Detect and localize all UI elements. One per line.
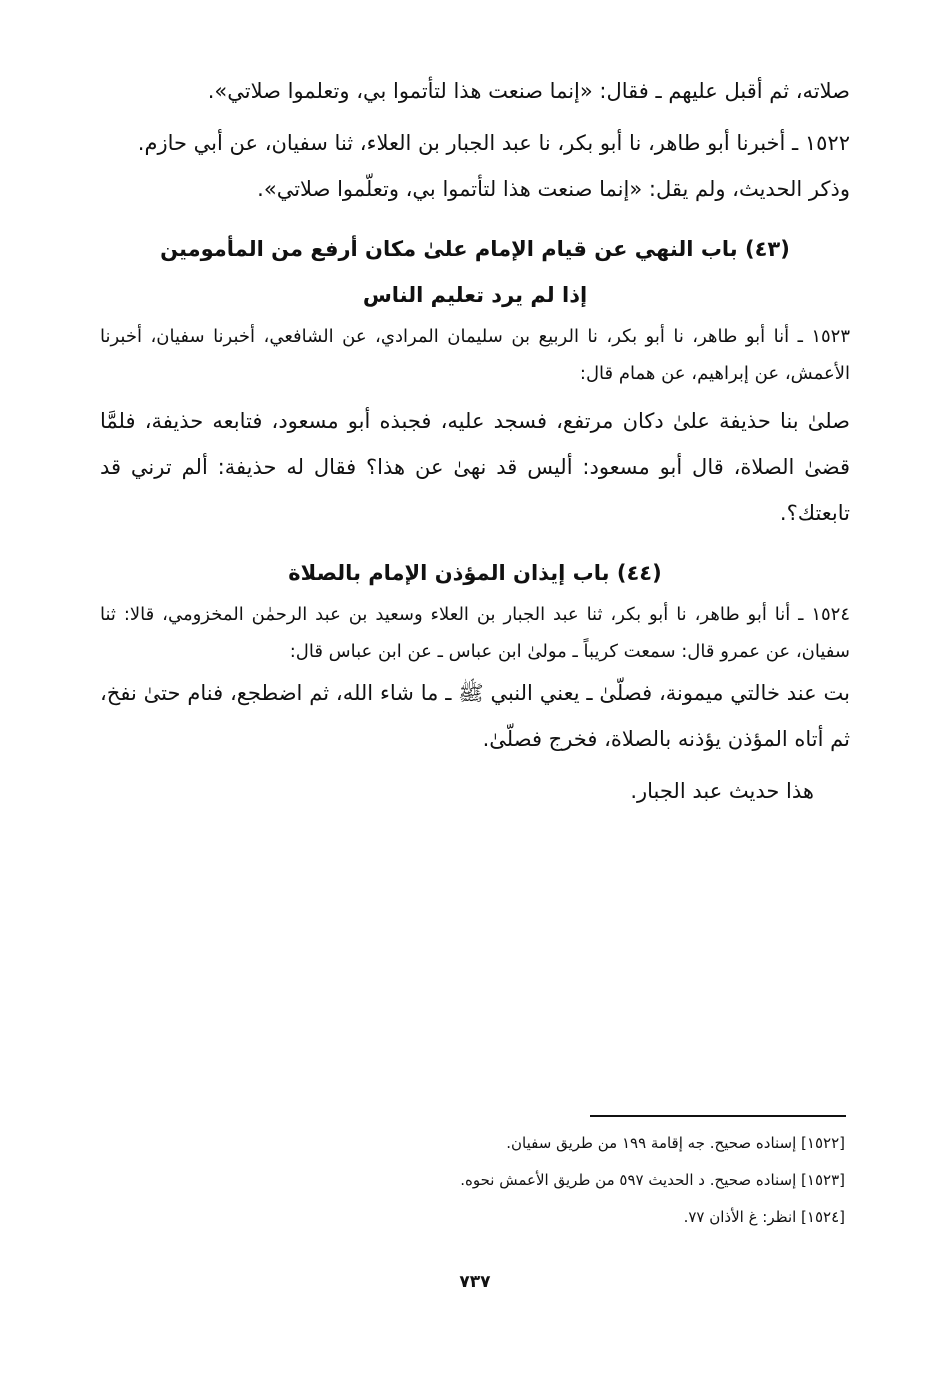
footnotes [100, 1125, 845, 1236]
chapter-43-heading-line-1: (٤٣) باب النهي عن قيام الإمام علىٰ مكان أرفع من المأمومين [160, 237, 790, 261]
closing-note: هذا حديث عبد الجبار. [630, 779, 814, 803]
hadith-1522-isnad: ١٥٢٢ ـ أخبرنا أبو طاهر، نا أبو بكر، نا عبد الجبار بن العلاء، ثنا سفيان، عن أبي حازم. [137, 131, 850, 155]
footnote-1524: [١٥٢٤] انظر: غ الأذان ٧٧. [683, 1208, 845, 1226]
hadith-1523-isnad: ١٥٢٣ ـ أنا أبو طاهر، نا أبو بكر، نا الربيع بن سليمان المرادي، عن الشافعي، أخبرنا سفيان، أخبرنا الأعمش، عن إبراهيم، عن همام قال: [100, 326, 850, 384]
hadith-1522-text: وذكر الحديث، ولم يقل: «إنما صنعت هذا لتأتموا بي، وتعلّموا صلاتي». [257, 177, 850, 201]
page-body [100, 68, 850, 814]
footnote-separator [590, 1115, 846, 1117]
paragraph-continuation: صلاته، ثم أقبل عليهم ـ فقال: «إنما صنعت هذا لتأتموا بي، وتعلموا صلاتي». [207, 79, 850, 103]
hadith-1524-isnad: ١٥٢٤ ـ أنا أبو طاهر، نا أبو بكر، ثنا عبد الجبار بن العلاء وسعيد بن عبد الرحمٰن المخزومي، قالا: ثنا سفيان، عن عمرو قال: سمعت كريباً ـ مولىٰ ابن عباس ـ عن ابن عباس قال: [100, 604, 850, 662]
footnote-1523: [١٥٢٣] إسناده صحيح. د الحديث ٥٩٧ من طريق الأعمش نحوه. [460, 1171, 845, 1189]
page-number: ٧٣٧ [459, 1272, 491, 1292]
chapter-43-heading-line-2: إذا لم يرد تعليم الناس [362, 283, 588, 307]
hadith-1523-text: صلىٰ بنا حذيفة علىٰ دكان مرتفع، فسجد عليه، فجبذه أبو مسعود، فتابعه حذيفة، فلمَّا قضىٰ الصلاة، قال أبو مسعود: أليس قد نهىٰ عن هذا؟ فقال له حذيفة: ألم ترني قد تابعتك؟. [100, 409, 850, 525]
hadith-1524-text: بت عند خالتي ميمونة، فصلّىٰ ـ يعني النبي ﷺ ـ ما شاء الله، ثم اضطجع، فنام حتىٰ نفخ، ثم أتاه المؤذن يؤذنه بالصلاة، فخرج فصلّىٰ. [100, 681, 850, 751]
chapter-44-heading: (٤٤) باب إيذان المؤذن الإمام بالصلاة [288, 561, 662, 585]
footnote-1522: [١٥٢٢] إسناده صحيح. جه إقامة ١٩٩ من طريق سفيان. [506, 1134, 845, 1152]
